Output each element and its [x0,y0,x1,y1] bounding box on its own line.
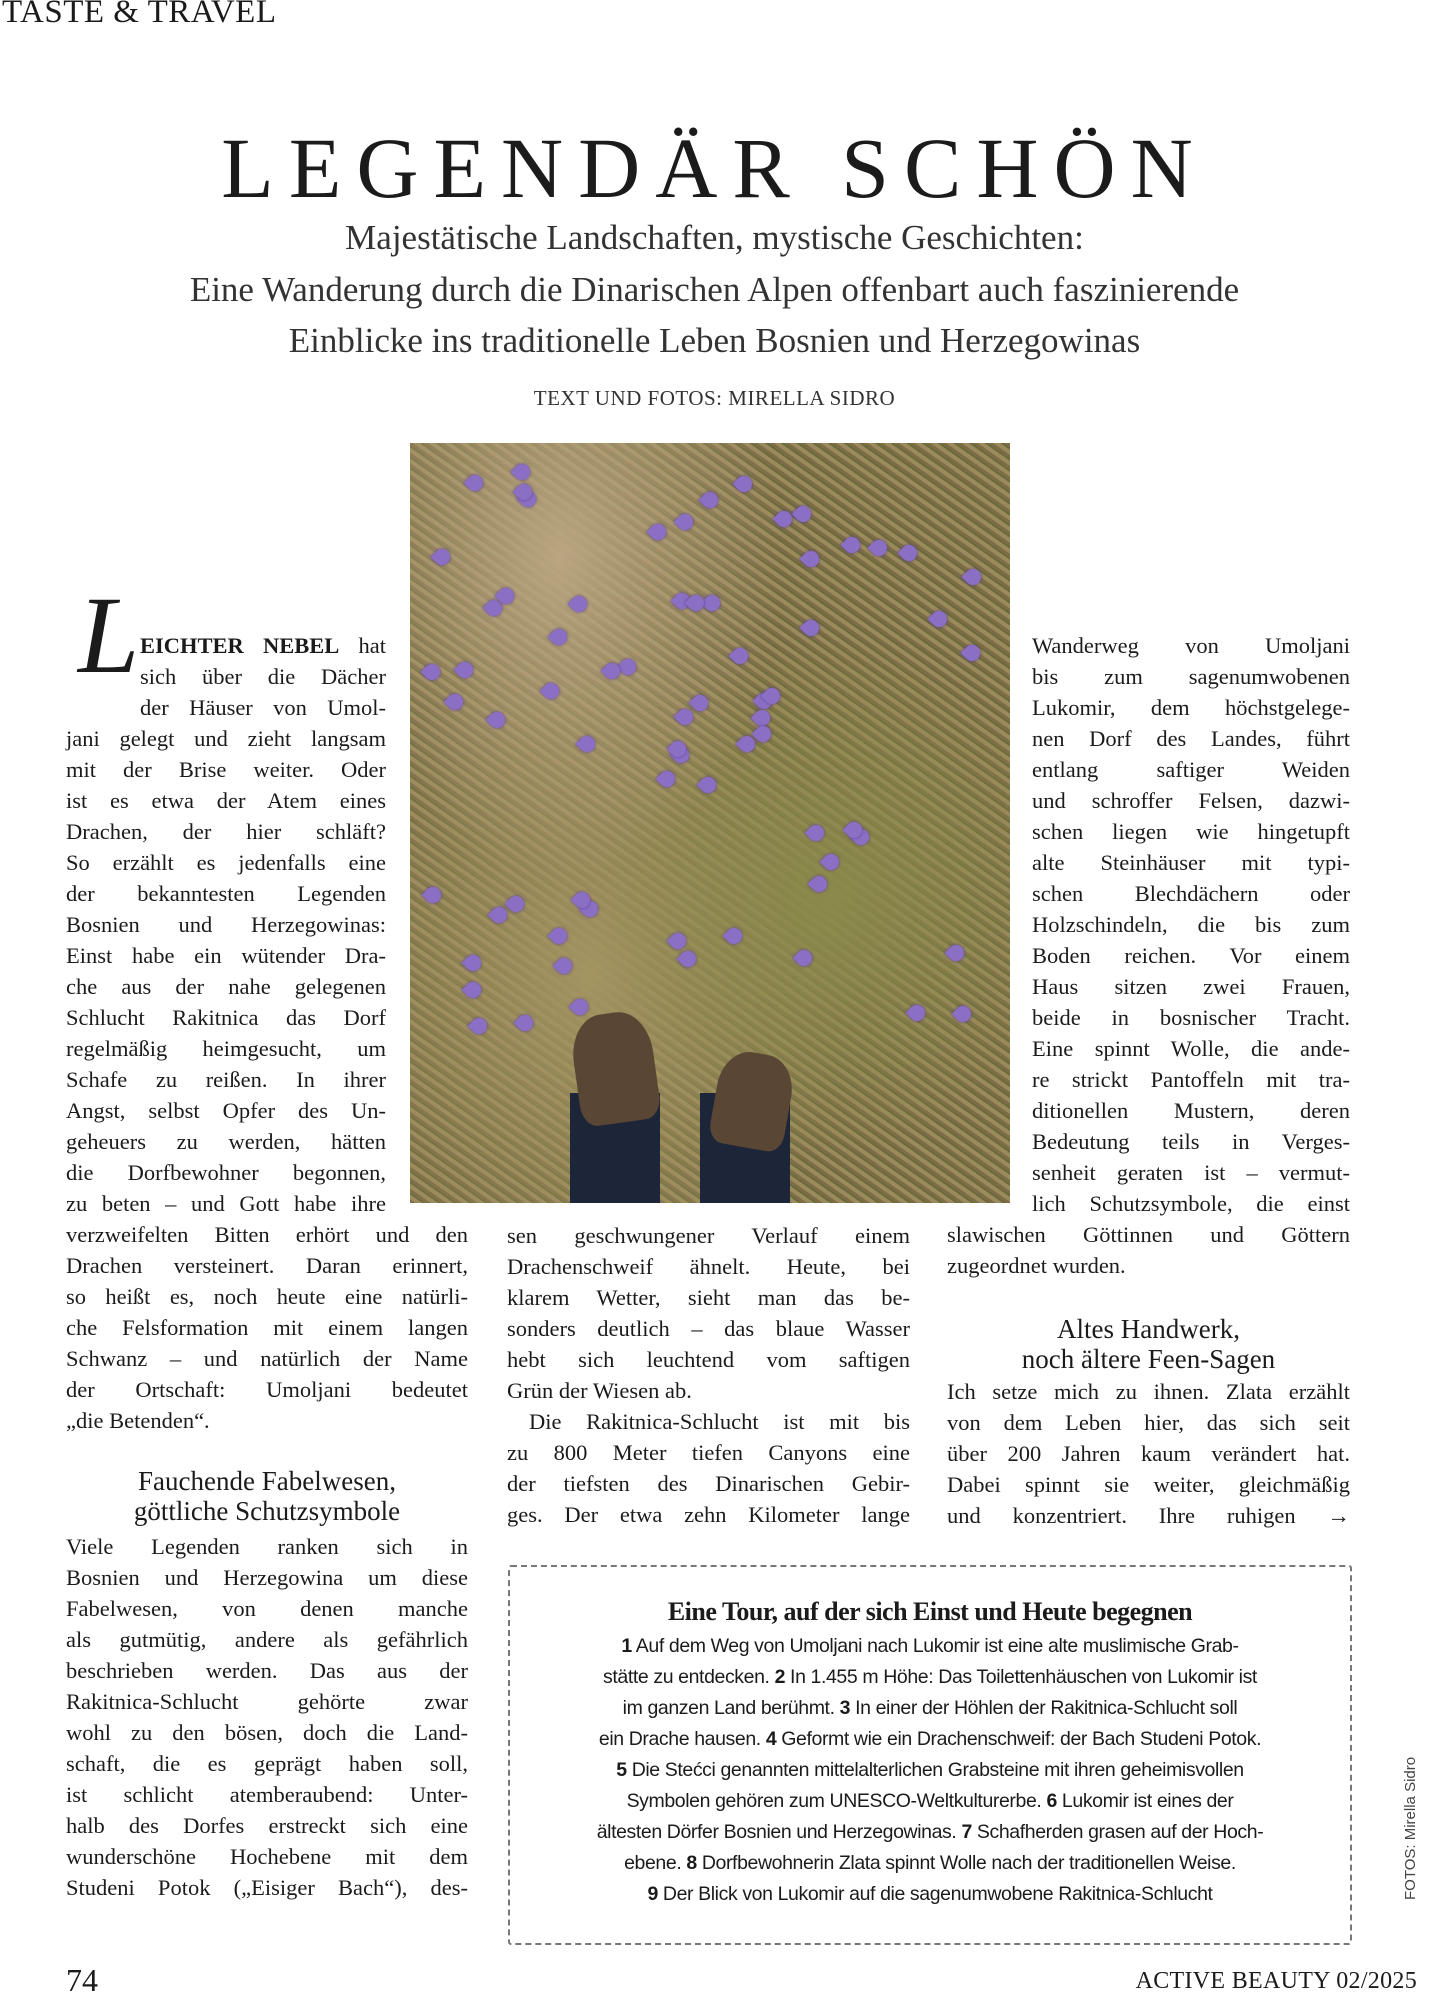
crocus-flower [548,925,571,948]
text-line: Dabei spinnt sie weiter, gleichmäßig [947,1472,1350,1497]
column-3-section-2 [947,1376,1350,1531]
info-box-line: stätte zu entdecken. 2 In 1.455 m Höhe: Das Toilettenhäuschen von Lukomir ist [603,1666,1257,1688]
column-1-continued [66,1219,468,1436]
info-box-line: ein Drache hausen. 4 Geformt wie ein Drachenschweif: der Bach Studeni Potok. [598,1728,1262,1750]
text-line: Eine spinnt Wolle, die ande- [1032,1036,1350,1061]
text-line: jani gelegt und zieht langsam [66,726,386,751]
crocus-flower [800,617,823,640]
crocus-flower [569,995,592,1018]
crocus-flower [808,873,831,896]
text-line: che Felsformation mit einem langen [66,1315,468,1340]
crocus-flower [961,642,984,665]
text-line: wunderschöne Hochebene mit dem [66,1844,468,1869]
issue-label: ACTIVE BEAUTY 02/2025 [1135,1968,1417,1994]
subheading-line: Altes Handwerk, [1057,1314,1240,1344]
crocus-flower [576,733,599,756]
text-line: Grün der Wiesen ab. [507,1378,692,1403]
crocus-flower [733,473,756,496]
text-line: EICHTER NEBEL hat [140,633,386,658]
text-line: Bosnien und Herzegowinas: [66,912,386,937]
info-box-line: 5 Die Stećci genannten mittelalterlichen Grabsteine mit ihren geheimisvollen [616,1759,1244,1781]
text-line: der tiefsten des Dinarischen Gebir- [507,1471,910,1496]
crocus-flower [453,659,476,682]
text-line: ist es etwa der Atem eines [66,788,386,813]
info-box-line: Symbolen gehören zum UNESCO-Weltkulturerbe. 6 Lukomir ist eines der [626,1790,1234,1812]
text-line: Drachenschweif ähnelt. Heute, bei [507,1254,910,1279]
crocus-flower [421,661,444,684]
crocus-flower [444,691,467,714]
crocus-flower [673,510,696,533]
crocus-flower [463,471,486,494]
crocus-flower [548,625,571,648]
text-line: Schwanz – und natürlich der Name [66,1346,468,1371]
text-line: zu 800 Meter tiefen Canyons eine [507,1440,910,1465]
text-line: Die Rakitnica-Schlucht ist mit bis [529,1409,910,1434]
crocus-flower [696,774,719,797]
text-line: senheit geraten ist – vermut- [1032,1160,1350,1185]
article-photo-crocus-meadow [410,443,1010,1203]
text-line: Ich setze mich zu ihnen. Zlata erzählt [947,1379,1350,1404]
column-2 [507,1220,910,1530]
subheading-line: noch ältere Feen-Sagen [1021,1344,1276,1374]
crocus-flower [667,929,690,952]
text-line: regelmäßig heimgesucht, um [66,1036,386,1061]
text-line: Wanderweg von Umoljani [1032,633,1350,658]
text-line: ist schlicht atemberaubend: Unter- [66,1782,468,1807]
text-line: Fabelwesen, von denen manche [66,1596,468,1621]
crocus-flower [793,947,816,970]
crocus-flower [897,541,920,564]
subheading-1 [66,1466,468,1526]
crocus-flower [961,566,984,589]
subheading-2 [947,1314,1350,1374]
text-line: Schlucht Rakitnica das Dorf [66,1005,386,1030]
column-3-continued [947,1219,1350,1281]
text-line: die Dorfbewohner begonnen, [66,1160,386,1185]
text-line: Drachen versteinert. Daran erinnert, [66,1253,468,1278]
text-line: „die Betenden“. [66,1408,210,1433]
text-line: beide in bosnischer Tracht. [1032,1005,1350,1030]
crocus-flower [928,608,951,631]
crocus-flower [462,978,485,1001]
crocus-flower [431,546,454,569]
text-line: halb des Dorfes erstreckt sich eine [66,1813,468,1838]
text-line: mit der Brise weiter. Oder [66,757,386,782]
crocus-flower [723,925,746,948]
crocus-flower [772,508,795,531]
text-line: Holzschindeln, die bis zum [1032,912,1350,937]
text-line: Angst, selbst Opfer des Un- [66,1098,386,1123]
crocus-flower [539,680,562,703]
column-1-section-2 [66,1531,468,1903]
text-line: Boden reichen. Vor einem [1032,943,1350,968]
column-3-intro [1032,630,1350,1219]
text-line: ditionellen Mustern, deren [1032,1098,1350,1123]
text-line: zugeordnet wurden. [947,1253,1126,1278]
text-line: Viele Legenden ranken sich in [66,1534,468,1559]
crocus-flower [461,952,484,975]
text-line: Schafe zu reißen. In ihrer [66,1067,386,1092]
text-line: Einst habe ein wütender Dra- [66,943,386,968]
text-line: von dem Leben hier, das sich seit [947,1410,1350,1435]
crocus-flower [486,708,509,731]
subtitle-line: Eine Wanderung durch die Dinarischen Alpen offenbart auch faszinierende [189,270,1240,309]
text-line: Bosnien und Herzegowina um diese [66,1565,468,1590]
text-line: zu beten – und Gott habe ihre [66,1191,386,1216]
crocus-flower [689,692,712,715]
text-line: sich über die Dächer [140,664,386,689]
photo-credit: FOTOS: Mirella Sidro [1402,1756,1419,1900]
subheading-line: Fauchende Fabelwesen, [138,1466,396,1496]
text-line: schaft, die es geprägt haben soll, [66,1751,468,1776]
info-box-line: ältesten Dörfer Bosnien und Herzegowinas. 7 Schafherden grasen auf der Hoch- [596,1821,1264,1843]
text-line: so heißt es, noch heute eine natürli- [66,1284,468,1309]
crocus-flower [677,948,700,971]
text-line: der bekanntesten Legenden [66,881,386,906]
crocus-flower [952,1003,975,1026]
text-line: über 200 Jahren kaum verändert hat. [947,1441,1350,1466]
subheading-line: göttliche Schutzsymbole [133,1496,401,1526]
column-1-intro [66,630,386,1219]
crocus-flower [805,822,828,845]
text-line: entlang saftiger Weiden [1032,757,1350,782]
crocus-flower [820,850,843,873]
byline: TEXT UND FOTOS: MIRELLA SIDRO [533,386,896,410]
text-line: schen liegen wie hingetupft [1032,819,1350,844]
text-line: beschrieben werden. Das aus der [66,1658,468,1683]
text-line: der Häuser von Umol- [140,695,386,720]
text-line: alte Steinhäuser mit typi- [1032,850,1350,875]
crocus-flower [647,521,670,544]
text-line: lich Schutzsymbole, die einst [1032,1191,1350,1216]
text-line: Studeni Potok („Eisiger Bach“), des- [66,1875,468,1900]
crocus-flower [791,503,814,526]
info-box-line: ebene. 8 Dorfbewohnerin Zlata spinnt Wolle nach der traditionellen Weise. [624,1852,1236,1874]
subtitle-line: Einblicke ins traditionelle Leben Bosnien und Herzegowinas [288,321,1141,360]
text-line: So erzählt es jedenfalls eine [66,850,386,875]
text-line: ges. Der etwa zehn Kilometer lange [507,1502,910,1527]
crocus-flower [656,768,679,791]
text-line: slawischen Göttinnen und Göttern [947,1222,1350,1247]
text-line: geheuers zu werden, hätten [66,1129,386,1154]
text-line: als gutmütig, andere als gefährlich [66,1627,468,1652]
crocus-flower [906,1002,929,1025]
crocus-flower [510,460,533,483]
text-line: Bedeutung teils in Verges- [1032,1129,1350,1154]
crocus-flower [840,533,863,556]
crocus-flower [867,536,890,559]
text-line: Rakitnica-Schlucht gehörte zwar [66,1689,468,1714]
text-line: und konzentriert. Ihre ruhigen → [947,1503,1350,1528]
info-box [508,1565,1352,1945]
text-line: hebt sich leuchtend vom saftigen [507,1347,910,1372]
text-line: und schroffer Felsen, dazwi- [1032,788,1350,813]
subtitle-line: Majestätische Landschaften, mystische Geschichten: [345,218,1084,257]
crocus-flower [468,1014,491,1037]
page-title: LEGENDÄR SCHÖN [221,120,1208,216]
text-line: nen Dorf des Landes, führt [1032,726,1350,751]
boot-left [568,1008,663,1128]
text-line: sen geschwungener Verlauf einem [507,1223,910,1248]
crocus-flower [698,489,721,512]
info-box-line: 9 Der Blick von Lukomir auf die sagenumwobene Rakitnica-Schlucht [647,1883,1213,1905]
info-box-captions [510,1631,1350,1910]
text-line: bis zum sagenumwobenen [1032,664,1350,689]
crocus-flower [728,645,751,668]
crocus-flower [800,548,823,571]
text-line: sonders deutlich – das blaue Wasser [507,1316,910,1341]
text-line: klarem Wetter, sieht man das be- [507,1285,910,1310]
page-number: 74 [66,1962,98,1998]
crocus-flower [945,941,968,964]
crocus-flower [674,706,697,729]
text-line: Haus sitzen zwei Frauen, [1032,974,1350,999]
text-line: wohl zu den bösen, doch die Land- [66,1720,468,1745]
crocus-flower [553,955,576,978]
crocus-flower [514,1012,537,1035]
crocus-flower [617,656,640,679]
text-line: Drachen, der hier schläft? [66,819,386,844]
info-box-title: Eine Tour, auf der sich Einst und Heute begegnen [667,1597,1193,1626]
text-line: re strickt Pantoffeln mit tra- [1032,1067,1350,1092]
text-line: verzweifelten Bitten erhört und den [66,1222,468,1247]
drop-cap: L [78,574,140,696]
text-line: Lukomir, dem höchstgelege- [1032,695,1350,720]
crocus-flower [421,883,444,906]
text-line: schen Blechdächern oder [1032,881,1350,906]
crocus-flower [504,892,527,915]
info-box-line: 1 Auf dem Weg von Umoljani nach Lukomir ist eine alte muslimische Grab- [621,1635,1239,1657]
text-line: che aus der nahe gelegenen [66,974,386,999]
info-box-line: im ganzen Land berühmt. 3 In einer der Höhlen der Rakitnica-Schlucht soll [622,1697,1238,1719]
text-line: der Ortschaft: Umoljani bedeutet [66,1377,468,1402]
section-label: TASTE & TRAVEL [2,0,277,30]
crocus-flower [567,592,590,615]
